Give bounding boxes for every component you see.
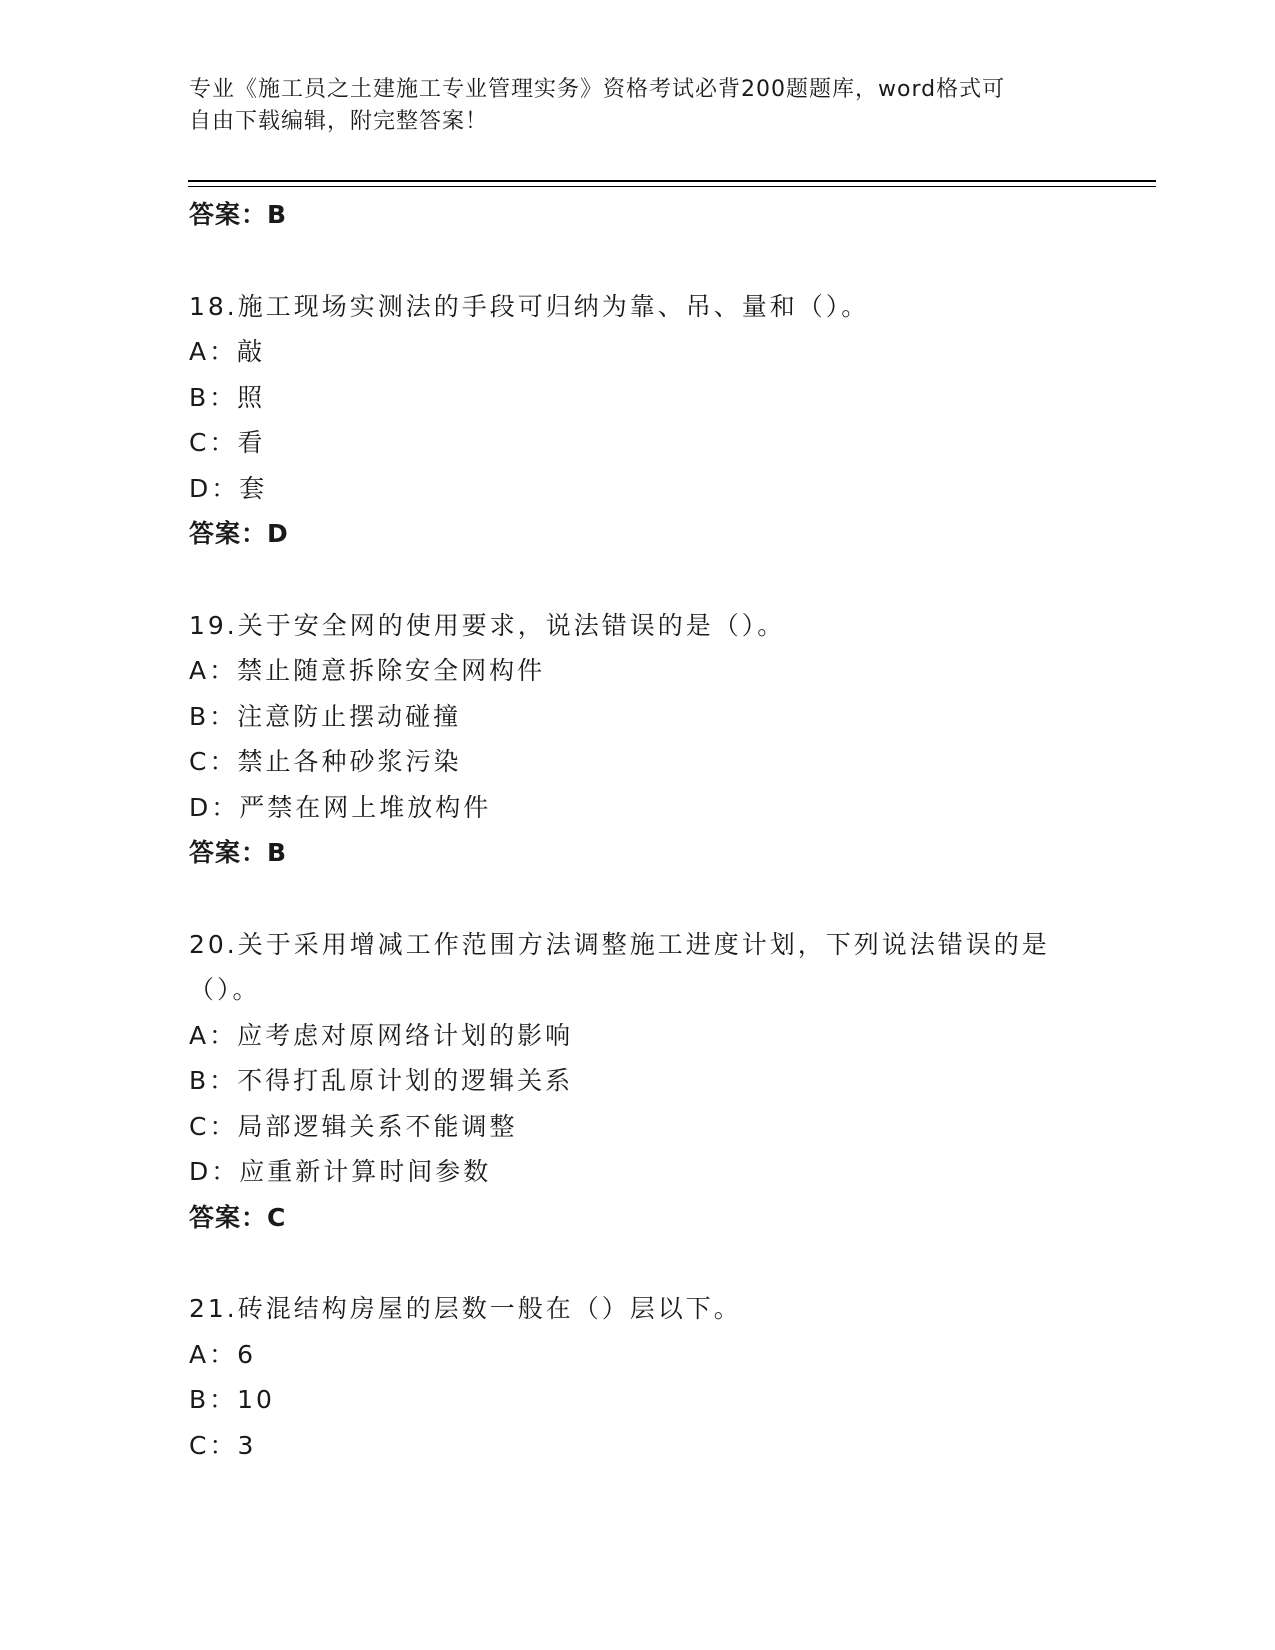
- header-divider-thick: [188, 180, 1156, 182]
- question-text: 18.施工现场实测法的手段可归纳为靠、吊、量和（）。: [189, 291, 870, 321]
- option-d: D：严禁在网上堆放构件: [189, 792, 492, 822]
- header-line-1: 专业《施工员之土建施工专业管理实务》资格考试必背200题题库，word格式可: [189, 77, 1006, 102]
- option-b: B：注意防止摆动碰撞: [189, 701, 462, 731]
- question-21: [189, 1286, 1089, 1468]
- option-c: C：禁止各种砂浆污染: [189, 747, 462, 776]
- question-20: [189, 922, 1089, 1241]
- spacer: [189, 238, 1089, 284]
- option-c: C：看: [189, 428, 266, 457]
- option-b: B：不得打乱原计划的逻辑关系: [189, 1066, 574, 1095]
- option-a: A：禁止随意拆除安全网构件: [189, 656, 546, 685]
- document-header: [189, 74, 1069, 138]
- question-text-line-2: （）。: [189, 975, 261, 1004]
- question-text: 21.砖混结构房屋的层数一般在（）层以下。: [189, 1294, 742, 1323]
- option-a: A：6: [189, 1339, 257, 1369]
- answer-line: 答案：D: [189, 519, 289, 548]
- question-list: [189, 192, 1089, 1468]
- spacer: [189, 876, 1089, 922]
- option-d: D：套: [189, 473, 268, 503]
- question-text-line-1: 20.关于采用增减工作范围方法调整施工进度计划，下列说法错误的是: [189, 929, 1050, 959]
- option-b: B：10: [189, 1385, 275, 1414]
- question-19: [189, 603, 1089, 876]
- option-b: B：照: [189, 382, 266, 412]
- question-18: [189, 284, 1089, 557]
- option-d: D：应重新计算时间参数: [189, 1157, 492, 1186]
- header-divider-thin: [188, 186, 1156, 187]
- answer-line: 答案：B: [189, 838, 288, 867]
- spacer: [189, 557, 1089, 603]
- option-c: C：3: [189, 1430, 257, 1460]
- spacer: [189, 1240, 1089, 1286]
- question-text: 19.关于安全网的使用要求，说法错误的是（）。: [189, 610, 786, 640]
- option-a: A：应考虑对原网络计划的影响: [189, 1020, 574, 1050]
- answer-line: 答案：C: [189, 1202, 287, 1232]
- answer-line: 答案：B: [189, 200, 288, 229]
- option-c: C：局部逻辑关系不能调整: [189, 1111, 518, 1141]
- option-a: A：敲: [189, 337, 266, 366]
- header-line-2: 自由下载编辑，附完整答案！: [189, 109, 489, 134]
